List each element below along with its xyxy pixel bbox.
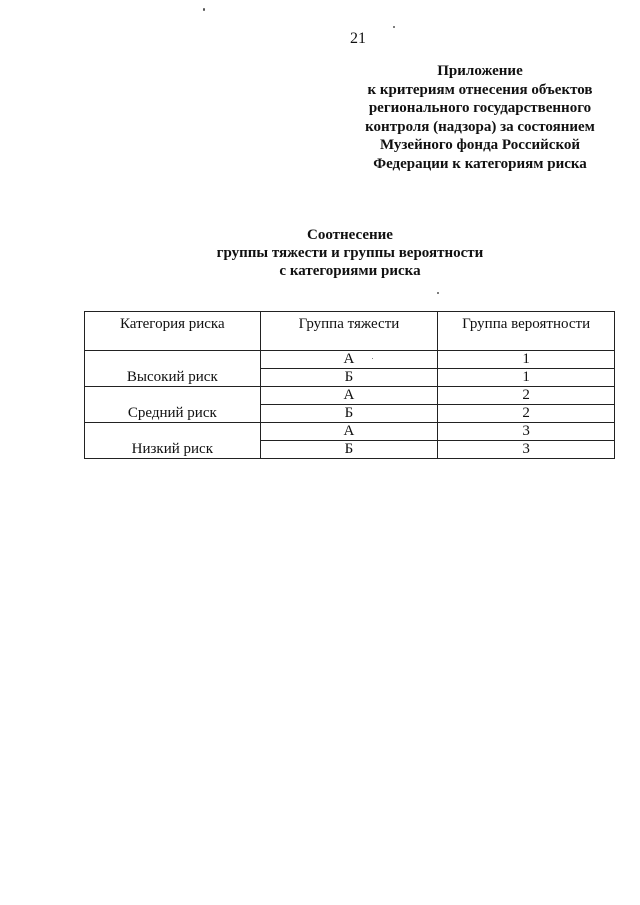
- severity-cell: Б: [260, 405, 438, 423]
- column-header-probability: Группа вероятности: [438, 312, 615, 351]
- appendix-line: Музейного фонда Российской: [379, 137, 581, 153]
- appendix-header: [340, 62, 620, 173]
- table-row: [85, 351, 615, 369]
- appendix-line: контроля (надзора) за состоянием: [365, 118, 595, 135]
- appendix-line: Приложение: [437, 63, 523, 79]
- title-line: Соотнесение: [307, 227, 393, 243]
- title-line: группы тяжести и группы вероятности: [216, 245, 484, 261]
- risk-category-cell: Высокий риск: [85, 351, 261, 387]
- probability-cell: 1: [438, 351, 615, 369]
- probability-cell: 2: [438, 405, 615, 423]
- page-number: 21: [350, 30, 366, 47]
- table-row: [85, 387, 615, 405]
- scan-speck: [437, 292, 439, 294]
- title-line: с категориями риска: [279, 263, 421, 279]
- table-header-row: [85, 312, 615, 351]
- column-header-severity: Группа тяжести: [260, 312, 438, 351]
- risk-category-cell: Средний риск: [85, 387, 261, 423]
- column-header-category: Категория риска: [85, 312, 261, 351]
- probability-cell: 1: [438, 369, 615, 387]
- scan-speck: [203, 8, 205, 11]
- severity-cell: А: [260, 387, 438, 405]
- probability-cell: 3: [438, 441, 615, 459]
- probability-cell: 2: [438, 387, 615, 405]
- appendix-line: к критериям отнесения объектов: [367, 81, 593, 98]
- severity-cell: Б: [260, 369, 438, 387]
- document-title: [0, 226, 640, 280]
- scan-speck: [393, 26, 395, 28]
- appendix-line: регионального государственного: [368, 100, 592, 116]
- scan-speck: [372, 358, 373, 359]
- severity-cell: А: [260, 423, 438, 441]
- severity-cell: А: [260, 351, 438, 369]
- severity-cell: Б: [260, 441, 438, 459]
- risk-category-table: [84, 311, 615, 459]
- risk-category-cell: Низкий риск: [85, 423, 261, 459]
- probability-cell: 3: [438, 423, 615, 441]
- appendix-line: Федерации к категориям риска: [373, 155, 587, 172]
- table-row: [85, 423, 615, 441]
